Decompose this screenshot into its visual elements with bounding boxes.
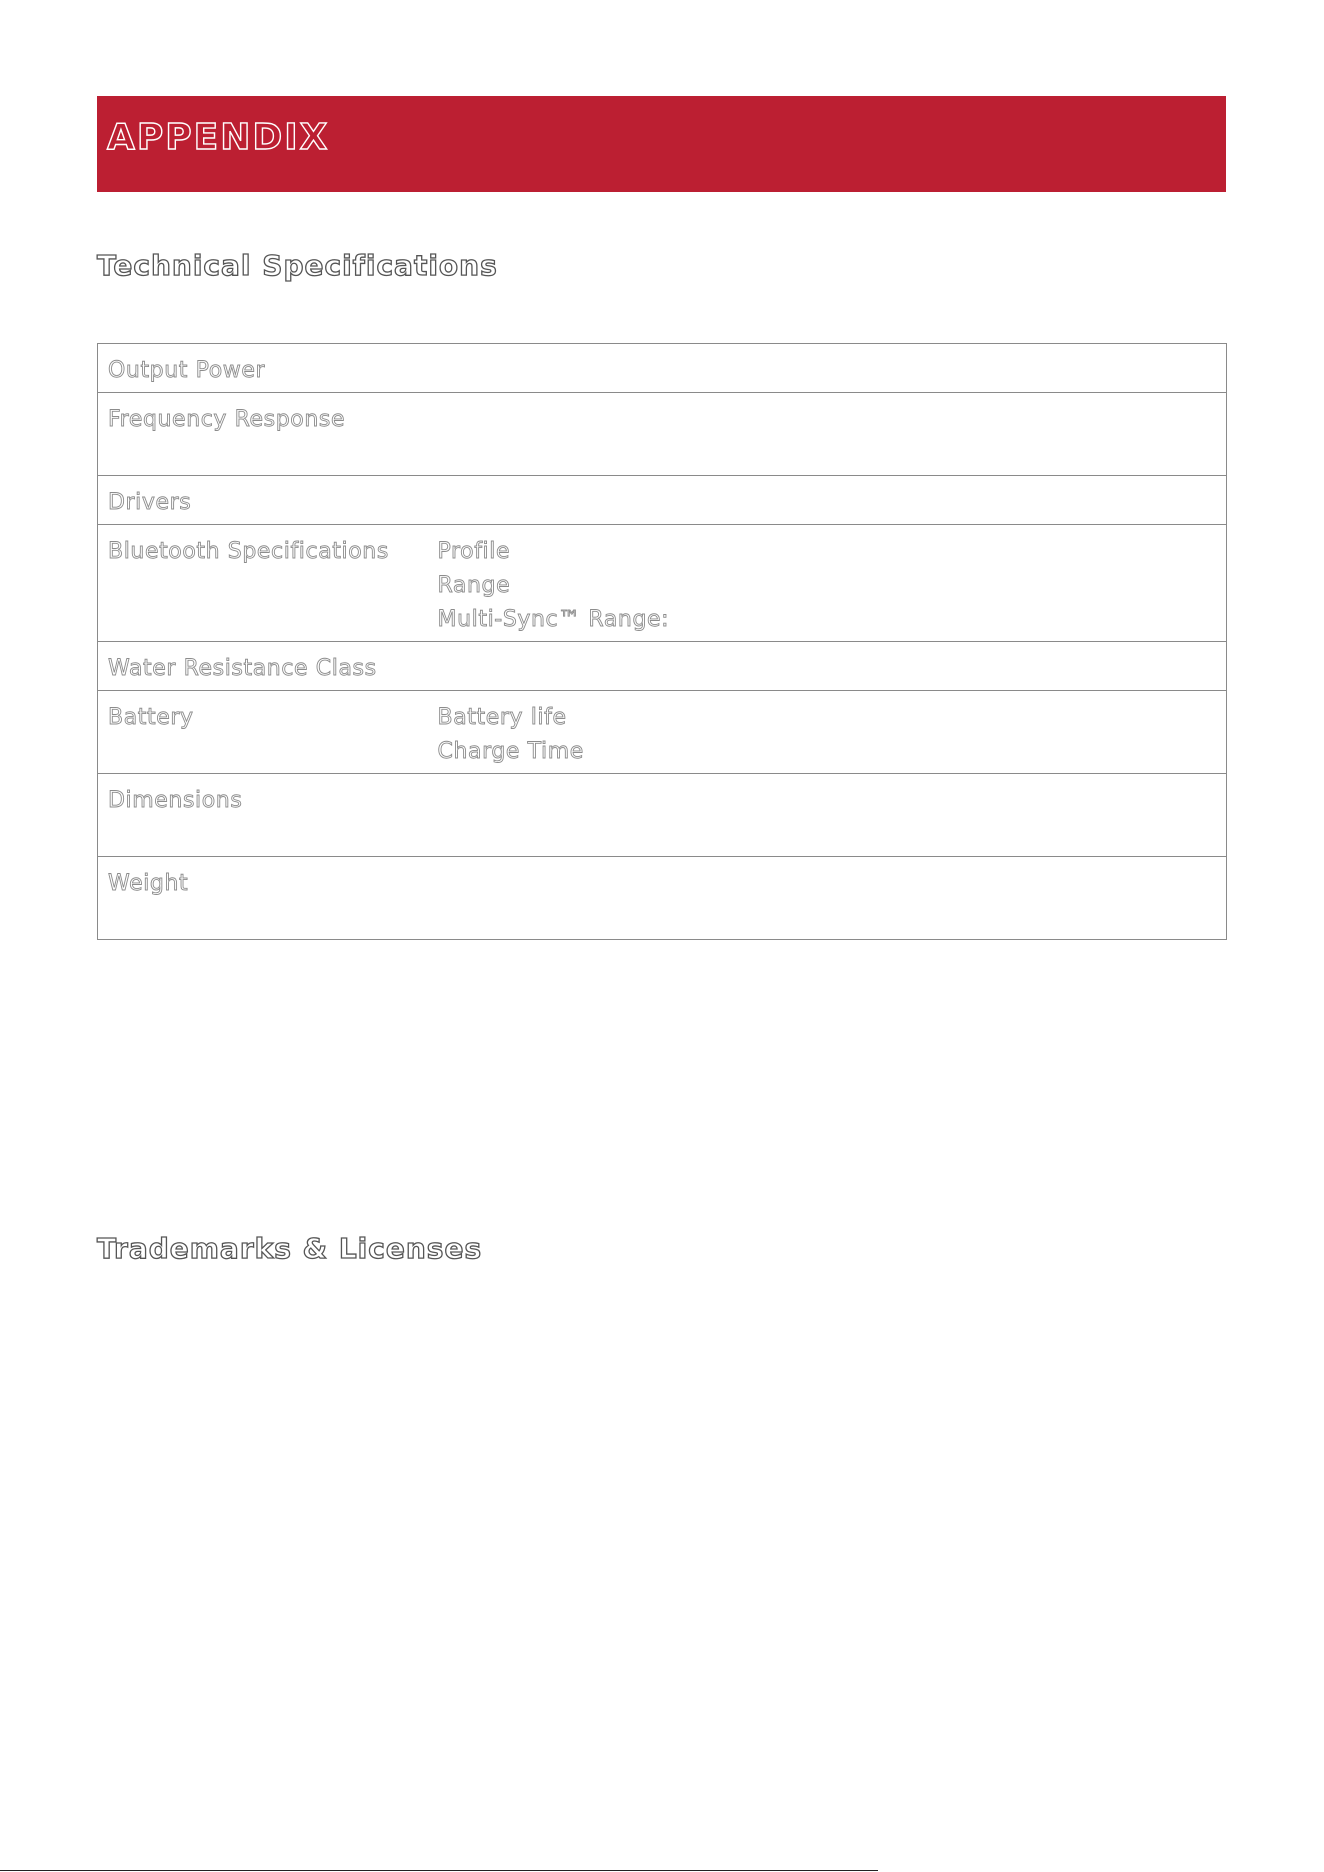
spec-row-drivers — [98, 476, 1227, 525]
spec-value-cell — [438, 691, 1227, 774]
spec-label: Water Resistance Class — [108, 656, 377, 681]
spec-value-cell — [438, 525, 1227, 642]
spec-label-cell — [98, 642, 438, 691]
spec-sub-label-multi-sync-range: Multi-Sync™ Range: — [437, 607, 670, 632]
spec-label-cell — [98, 344, 438, 393]
trademarks-licenses-heading: Trademarks & Licenses — [97, 1232, 483, 1265]
spec-label: Output Power — [108, 358, 266, 383]
spec-row-frequency-response — [98, 393, 1227, 476]
spec-row-dimensions — [98, 774, 1227, 857]
spec-label: Battery — [108, 705, 194, 730]
spec-value-cell — [438, 344, 1227, 393]
technical-specifications-heading: Technical Specifications — [97, 249, 498, 282]
footer-rule — [0, 1870, 878, 1871]
spec-label-cell — [98, 774, 438, 857]
spec-label-cell — [98, 691, 438, 774]
spec-sub-label-charge-time: Charge Time — [437, 739, 584, 764]
spec-label: Dimensions — [108, 788, 243, 813]
spec-sub-label-range: Range — [437, 573, 511, 598]
spec-value-cell — [438, 857, 1227, 940]
spec-value-cell — [438, 393, 1227, 476]
spec-value-cell — [438, 476, 1227, 525]
spec-label: Frequency Response — [108, 407, 346, 432]
appendix-banner — [97, 96, 1226, 192]
spec-sub-label-profile: Profile — [437, 539, 511, 564]
spec-label-cell — [98, 525, 438, 642]
spec-label: Weight — [108, 871, 189, 896]
spec-value-cell — [438, 642, 1227, 691]
spec-row-weight — [98, 857, 1227, 940]
spec-label-cell — [98, 857, 438, 940]
appendix-title: APPENDIX — [107, 117, 330, 158]
spec-row-bluetooth — [98, 525, 1227, 642]
spec-row-output-power — [98, 344, 1227, 393]
spec-row-battery — [98, 691, 1227, 774]
spec-label: Bluetooth Specifications — [108, 539, 389, 564]
spec-label-cell — [98, 393, 438, 476]
spec-table — [97, 343, 1227, 940]
spec-sub-label-battery-life: Battery life — [437, 705, 567, 730]
spec-label: Drivers — [108, 490, 192, 515]
spec-label-cell — [98, 476, 438, 525]
spec-row-water-resistance — [98, 642, 1227, 691]
spec-value-cell — [438, 774, 1227, 857]
